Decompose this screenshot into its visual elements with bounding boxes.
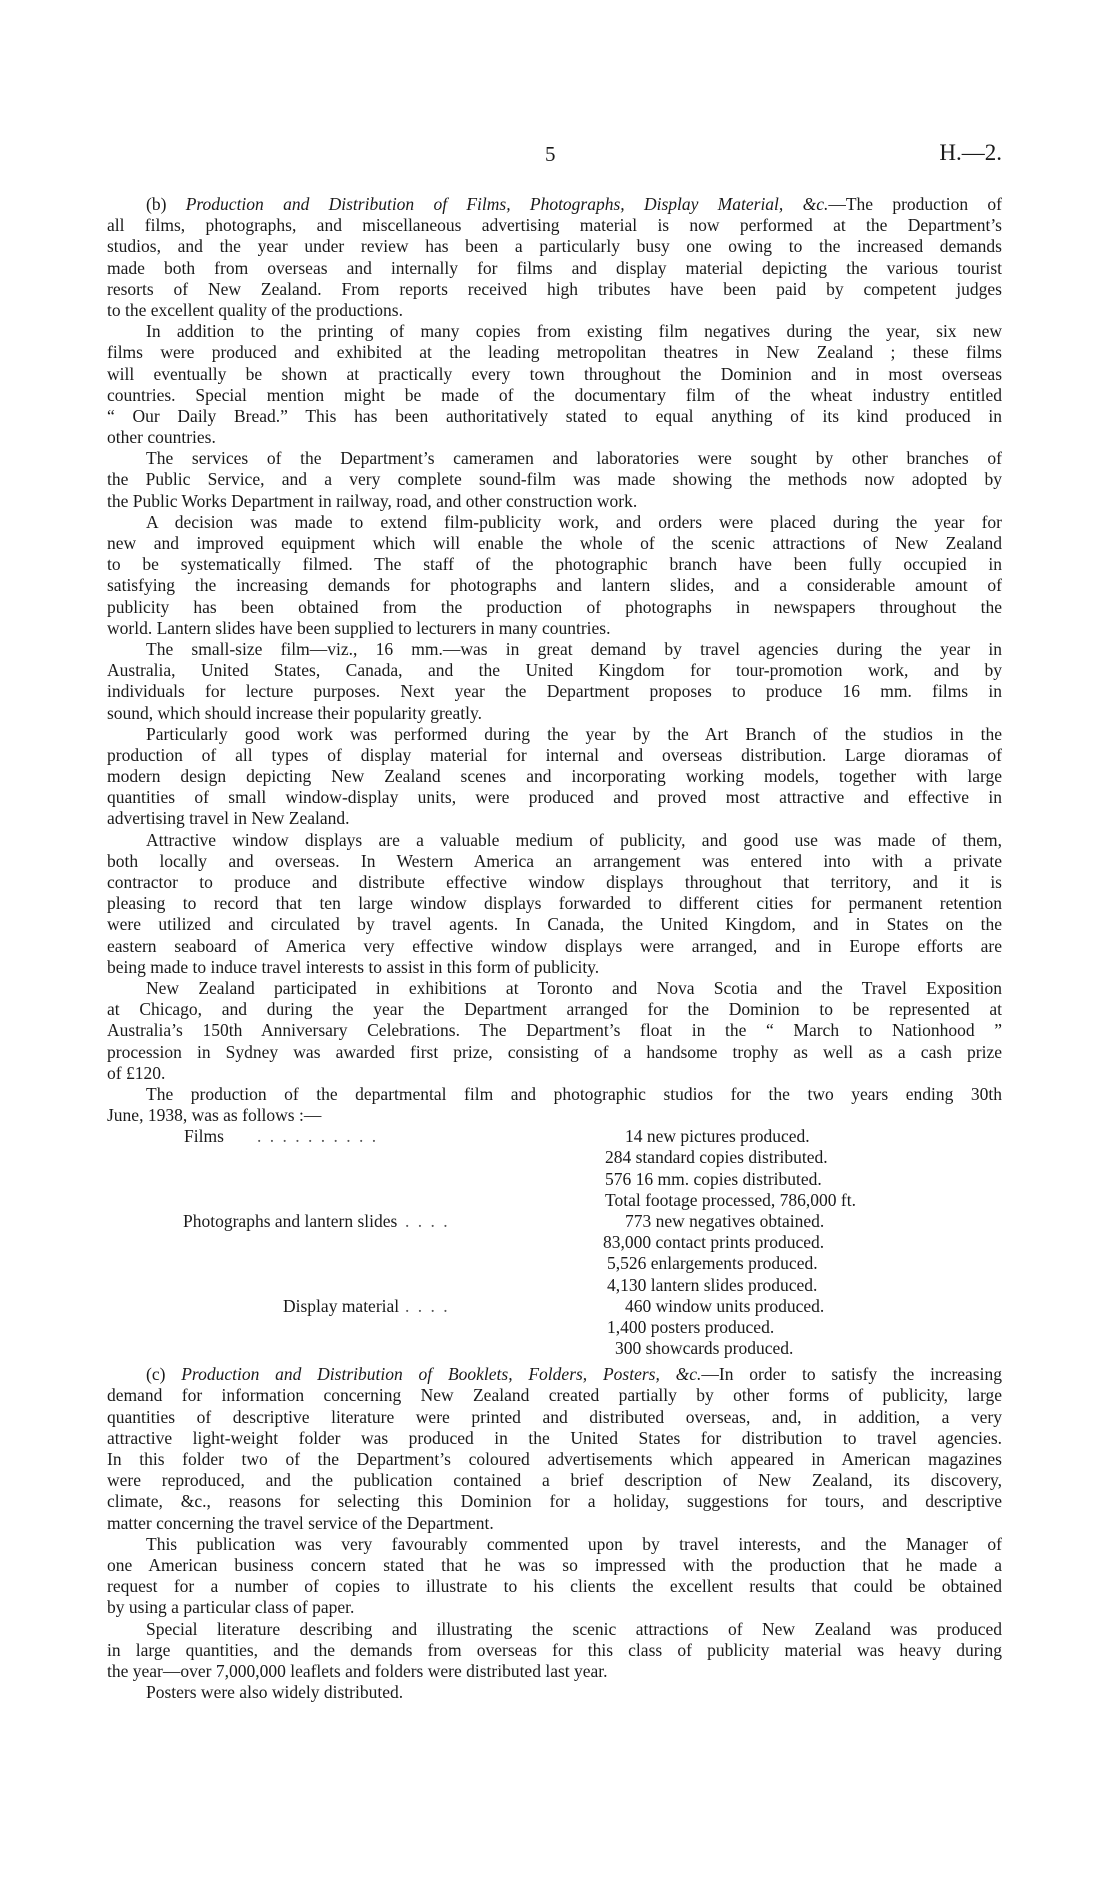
text-line: pleasing to record that ten large window displays forwarded to different cities for permanent retention [107, 893, 1002, 914]
row-value: 5,526 enlargements produced. [607, 1253, 818, 1274]
text-line: other countries. [107, 427, 216, 448]
text-line: to be systematically filmed. The staff of the photographic branch have been fully occupied in [107, 554, 1002, 575]
text-line: The small-size film—viz., 16 mm.—was in great demand by travel agencies during the year in [146, 638, 1002, 659]
row-value: Total footage processed, 786,000 ft. [605, 1189, 856, 1210]
text-line: Particularly good work was performed during the year by the Art Branch of the studios in the [146, 723, 1002, 744]
row-label: Display material [283, 1295, 400, 1316]
text-line: production of all types of display material for internal and overseas distribution. Large dioramas of [107, 744, 1002, 765]
text-line: sound, which should increase their popularity greatly. [107, 702, 483, 723]
leader-dots: . . . . [405, 1295, 450, 1316]
text-line: The production of the departmental film and photographic studios for the two years ending 30th [146, 1083, 1002, 1104]
text-line: matter concerning the travel service of the Department. [107, 1512, 494, 1533]
paragraph [107, 1534, 1002, 1619]
row-value: 300 showcards produced. [615, 1338, 794, 1359]
paragraph [107, 1619, 1002, 1683]
text-line: will eventually be shown at practically every town throughout the Dominion and in most overseas [107, 363, 1002, 384]
paragraph [107, 321, 1002, 448]
text-line: one American business concern stated that he was so impressed with the production that he made a [107, 1554, 1002, 1575]
text-line: Attractive window displays are a valuable medium of publicity, and good use was made of them, [146, 829, 1002, 850]
table-row [107, 1169, 1002, 1190]
text-line: Posters were also widely distributed. [146, 1682, 404, 1703]
section-lead-text: —In order to satisfy the increasing [701, 1364, 1002, 1385]
paragraph [107, 639, 1002, 724]
text-line: the Public Works Department in railway, road, and other construction work. [107, 490, 638, 511]
row-value: 773 new negatives obtained. [625, 1211, 825, 1232]
text-line: climate, &c., reasons for selecting this Dominion for a holiday, suggestions for tours, and descriptive [107, 1491, 1002, 1512]
text-line: films were produced and exhibited at the leading metropolitan theatres in New Zealand ; these films [107, 342, 1002, 363]
table-row [107, 1126, 1002, 1147]
section-title: Production and Distribution of Films, Photographs, Display Material, &c. [185, 194, 829, 214]
paragraph [107, 194, 1002, 321]
text-line: modern design depicting New Zealand scenes and incorporating working models, together with large [107, 766, 1002, 787]
text-line: the Public Service, and a very complete sound-film was made showing the methods now adopted by [107, 469, 1002, 490]
paragraph [107, 1682, 1002, 1703]
paragraph [107, 512, 1002, 639]
table-row [107, 1211, 1002, 1232]
text-line: in large quantities, and the demands from overseas for this class of publicity material was heavy during [107, 1639, 1002, 1660]
row-value: 83,000 contact prints produced. [603, 1232, 825, 1253]
text-line: satisfying the increasing demands for photographs and lantern slides, and a considerable amount of [107, 575, 1002, 596]
text-line: request for a number of copies to illustrate to his clients the excellent results that could be obtained [107, 1576, 1002, 1597]
text-line: new and improved equipment which will enable the whole of the scenic attractions of New Zealand [107, 533, 1002, 553]
table-row [107, 1338, 1002, 1359]
text-line: procession in Sydney was awarded first prize, consisting of a handsome trophy as well as a cash prize [107, 1041, 1002, 1062]
table-row [107, 1275, 1002, 1296]
table-row [107, 1317, 1002, 1338]
page-number: 5 [545, 142, 556, 166]
table-row [107, 1253, 1002, 1274]
text-line: advertising travel in New Zealand. [107, 808, 350, 829]
text-line: demand for information concerning New Zealand created partially by other forms of publicity, large [107, 1385, 1002, 1406]
text-line: Special literature describing and illustrating the scenic attractions of New Zealand was produced [146, 1618, 1002, 1639]
text-line: at Chicago, and during the year the Department arranged for the Dominion to be represented at [107, 999, 1002, 1020]
text-line: were reproduced, and the publication contained a brief description of New Zealand, its discovery, [107, 1470, 1002, 1491]
text-line: publicity has been obtained from the production of photographs in newspapers throughout the [107, 596, 1002, 617]
row-label: Photographs and lantern slides [183, 1211, 398, 1232]
text-line: Australia, United States, Canada, and the United Kingdom for tour-promotion work, and by [107, 660, 1002, 681]
text-line: of £120. [107, 1062, 166, 1083]
section-title: Production and Distribution of Booklets, Folders, Posters, &c. [181, 1364, 702, 1385]
document-reference: H.—2. [939, 140, 1002, 165]
text-line: Australia’s 150th Anniversary Celebrations. The Department’s float in the “ March to Nationhood ” [107, 1020, 1002, 1041]
section-heading-line [107, 194, 1002, 215]
section-lead-text: —The production of [828, 194, 1002, 214]
text-line: contractor to produce and distribute effective window displays throughout that territory, and it is [107, 872, 1002, 892]
text-line: resorts of New Zealand. From reports received high tributes have been paid by competent judges [107, 278, 1002, 299]
text-line: individuals for lecture purposes. Next year the Department proposes to produce 16 mm. films in [107, 681, 1002, 702]
row-value: 284 standard copies distributed. [605, 1147, 828, 1168]
table-row [107, 1296, 1002, 1317]
document-body [107, 194, 1002, 1703]
text-line: A decision was made to extend film-publicity work, and orders were placed during the year for [146, 511, 1002, 532]
text-line: both locally and overseas. In Western America an arrangement was entered into with a private [107, 850, 1002, 871]
row-value: 460 window units produced. [625, 1295, 825, 1316]
paragraph [107, 978, 1002, 1084]
text-line: In addition to the printing of many copies from existing film negatives during the year, six new [146, 321, 1002, 342]
section-heading-line [107, 1364, 1002, 1385]
section-c [107, 1364, 1002, 1703]
text-line: The services of the Department’s cameramen and laboratories were sought by other branches of [146, 448, 1002, 469]
row-value: 14 new pictures produced. [625, 1126, 810, 1147]
table-row [107, 1190, 1002, 1211]
text-line: In this folder two of the Department’s coloured advertisements which appeared in American magazines [107, 1449, 1002, 1469]
paragraph [107, 830, 1002, 978]
leader-dots: . . . . [405, 1211, 450, 1232]
text-line: countries. Special mention might be made of the documentary film of the wheat industry entitled [107, 384, 1002, 405]
text-line: the year—over 7,000,000 leaflets and folders were distributed last year. [107, 1660, 608, 1681]
text-line: June, 1938, was as follows :— [107, 1105, 322, 1126]
table-row [107, 1147, 1002, 1168]
text-line: eastern seaboard of America very effective window displays were arranged, and in Europe efforts are [107, 935, 1002, 956]
text-line: all films, photographs, and miscellaneous advertising material is now performed at the Department’s [107, 215, 1002, 236]
table-row [107, 1232, 1002, 1253]
paragraph [107, 1084, 1002, 1126]
section-label: (c) [146, 1364, 166, 1385]
paragraph [107, 1364, 1002, 1534]
text-line: by using a particular class of paper. [107, 1597, 355, 1618]
text-line: being made to induce travel interests to assist in this form of publicity. [107, 956, 600, 977]
text-line: quantities of small window-display units, were produced and proved most attractive and effective in [107, 787, 1002, 808]
section-label: (b) [146, 194, 167, 214]
paragraph [107, 724, 1002, 830]
leader-dots: . . . . . . . . . . [257, 1126, 379, 1147]
text-line: studios, and the year under review has been a particularly busy one owing to the increased demands [107, 236, 1002, 257]
text-line: attractive light-weight folder was produced in the United States for distribution to travel agencies. [107, 1427, 1002, 1448]
section-b [107, 194, 1002, 1126]
text-line: New Zealand participated in exhibitions at Toronto and Nova Scotia and the Travel Exposition [146, 977, 1002, 998]
text-line: to the excellent quality of the productions. [107, 299, 403, 320]
row-value: 576 16 mm. copies distributed. [605, 1168, 822, 1189]
text-line: made both from overseas and internally for films and display material depicting the various tourist [107, 257, 1002, 278]
paragraph [107, 448, 1002, 512]
text-line: were utilized and circulated by travel agents. In Canada, the United Kingdom, and in States on the [107, 914, 1002, 935]
text-line: “ Our Daily Bread.” This has been authoritatively stated to equal anything of its kind produced in [107, 405, 1002, 426]
row-value: 4,130 lantern slides produced. [607, 1274, 818, 1295]
text-line: This publication was very favourably commented upon by travel interests, and the Manager of [146, 1533, 1002, 1554]
text-line: quantities of descriptive literature were printed and distributed overseas, and, in addition, a very [107, 1406, 1002, 1427]
row-value: 1,400 posters produced. [607, 1317, 775, 1338]
text-line: world. Lantern slides have been supplied to lecturers in many countries. [107, 617, 611, 638]
row-label: Films [184, 1126, 224, 1147]
production-table [107, 1126, 1002, 1359]
